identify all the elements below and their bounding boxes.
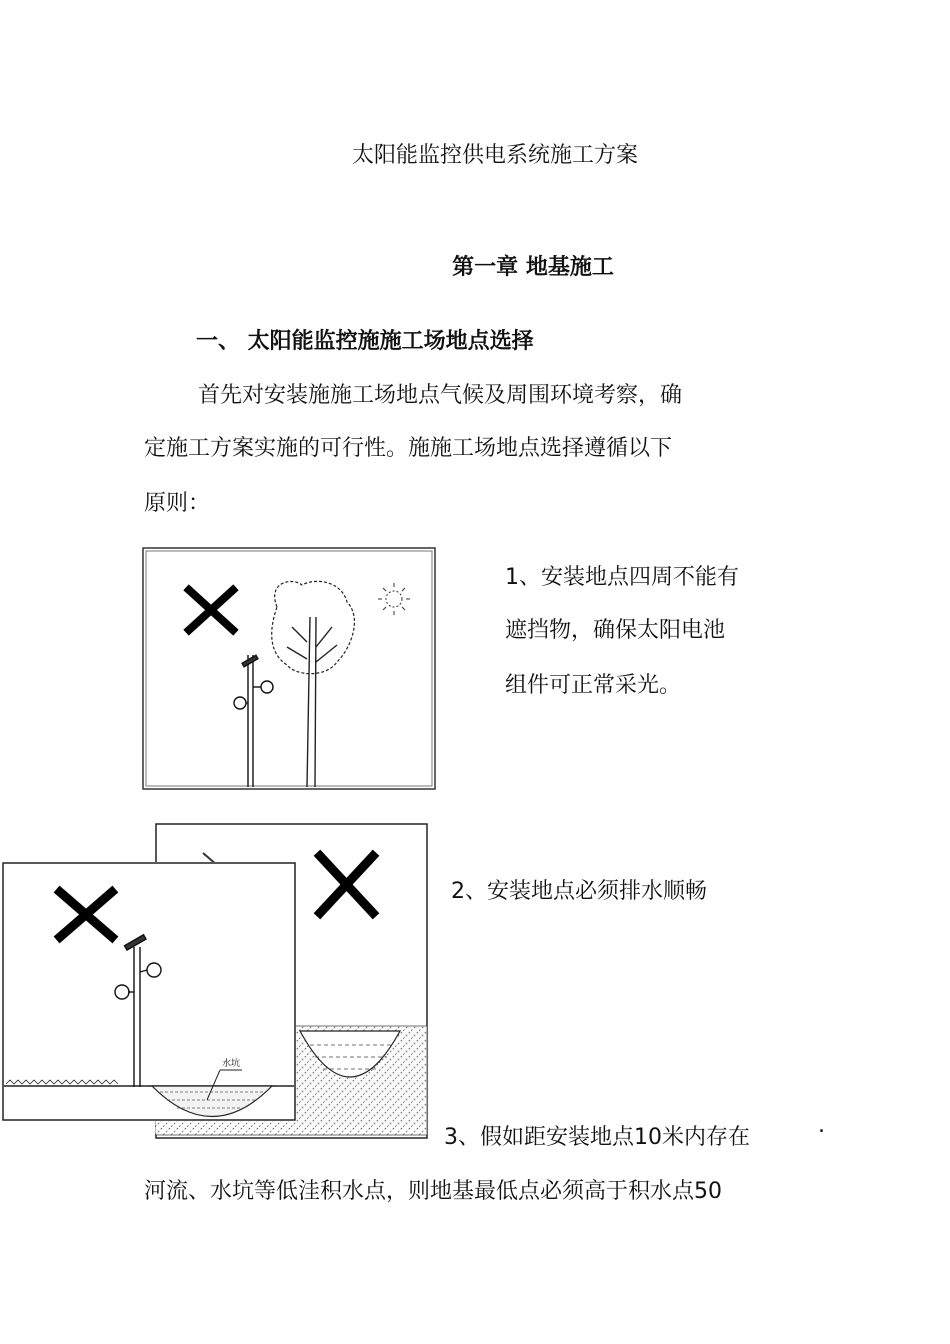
rule1-line-1: 1、安装地点四周不能有 [505,565,739,590]
rule3-line-1: 3、假如距安装地点10米内存在 [444,1125,750,1150]
chapter-heading: 第一章 地基施工 [452,255,614,280]
section-heading: 一、 太阳能监控施施工场地点选择 [196,329,534,354]
stray-mark: . [818,1113,825,1138]
rule3-line-2: 河流、水坑等低洼积水点，则地基最低点必须高于积水点50 [144,1179,722,1204]
rule1-line-3: 组件可正常采光。 [505,673,682,698]
intro-line-3: 原则： [144,491,211,516]
figure-drainage [2,862,296,1121]
intro-line-1: 首先对安装施施工场地点气候及周围环境考察，确 [198,383,683,408]
intro-line-2: 定施工方案实施的可行性。施施工场地点选择遵循以下 [144,436,673,461]
rule2-text: 2、安装地点必须排水顺畅 [451,879,707,904]
document-title: 太阳能监控供电系统施工方案 [351,143,638,168]
water-pit-label: 水坑 [222,1059,241,1069]
figure-obstruction [142,547,436,790]
rule1-line-2: 遮挡物，确保太阳电池 [505,618,726,643]
